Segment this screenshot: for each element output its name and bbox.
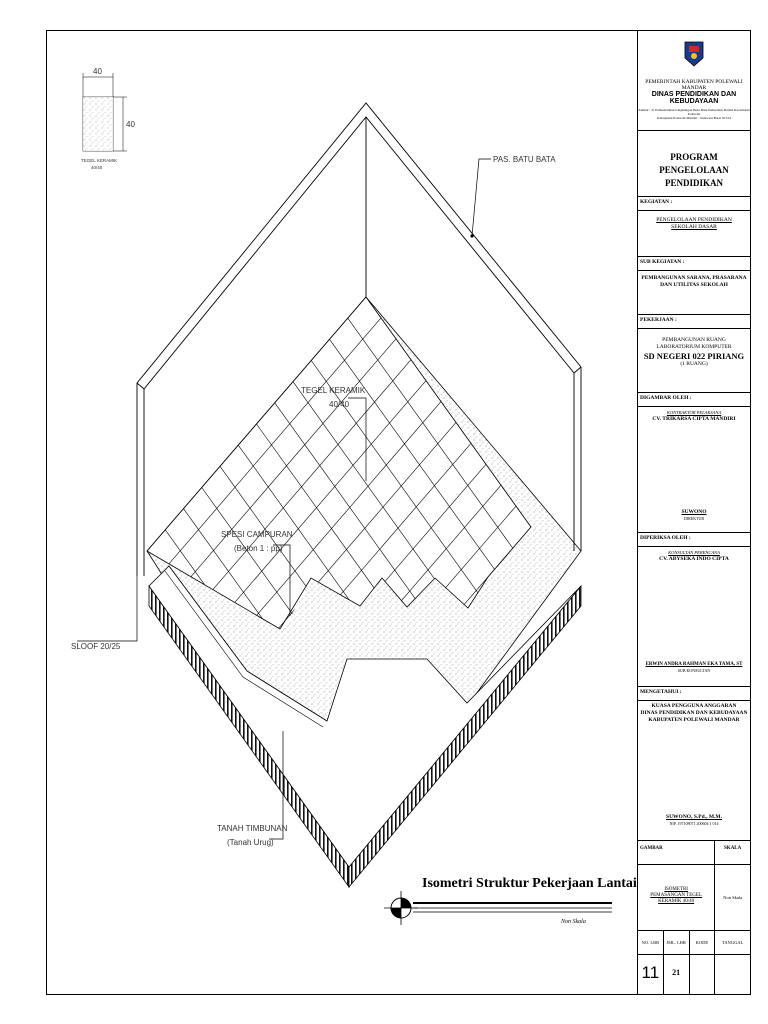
pekerjaan-line2: LABORATORIUM KOMPUTER	[656, 344, 732, 350]
program-title: PROGRAM PENGELOLAAN PENDIDIKAN	[659, 152, 729, 188]
tb-kpa	[638, 701, 750, 841]
tb-pekerjaan	[638, 329, 750, 393]
pekerjaan-line3: SD NEGERI 022 PIRIANG	[643, 351, 745, 361]
kpa-name: SUWONO, S.Pd., M.M.	[666, 814, 722, 820]
label-tile-size: 40/40	[329, 400, 350, 409]
gov-addr1: Alamat : Jl. Pemerintahan Lingkungan Batu Batu Kelurahan Darma Kecamatan Polewali	[638, 108, 750, 116]
direktur-name: SUWONO	[681, 509, 707, 515]
tb-sheet-header	[638, 931, 750, 955]
label-fill: TANAH TIMBUNAN	[217, 824, 288, 833]
kpa-line3: KABUPATEN POLEWALI MANDAR	[648, 717, 740, 723]
digambar-label: DIGAMBAR OLEH :	[640, 395, 692, 401]
pekerjaan-line4: (1 RUANG)	[680, 361, 708, 367]
direktur-title: DIREKTUR	[683, 516, 705, 521]
gambar-line3: KERAMIK 40/40	[658, 899, 695, 904]
kontraktor-role: KONTRAKTOR PELAKSANA	[666, 410, 722, 415]
konsultan-person: ERWIN ANDRA RAHMAN EKA TAMA, ST	[645, 662, 743, 667]
tanggal-value	[715, 955, 750, 994]
jml-lbr-value: 21	[664, 955, 690, 994]
diperiksa-label: DIPERIKSA OLEH :	[640, 535, 691, 541]
konsultan-name-company: CV. ABYSEKA INDO CIPTA	[659, 556, 729, 562]
no-lbr-label: NO. LBR	[638, 931, 664, 954]
konsultan-title: SUB KONSULTAN	[677, 668, 711, 673]
tile-detail-size: 40/40	[91, 165, 103, 170]
tb-sub-kegiatan	[638, 271, 750, 315]
north-symbol	[384, 891, 418, 925]
gov-addr2: Kabupaten Polewali Mandar - Sulawesi Barat 91314	[657, 116, 731, 120]
gov-line2: DINAS PENDIDIKAN DAN KEBUDAYAAN	[651, 91, 737, 105]
tile-dim-top: 40	[93, 67, 102, 76]
sub-kegiatan-value: PEMBANGUNAN SARANA, PRASARANA DAN UTILITAS SEKOLAH	[641, 275, 747, 288]
tanggal-label: TANGGAL	[721, 940, 744, 945]
tb-kontraktor	[638, 407, 750, 533]
gambar-value	[638, 865, 715, 930]
isometric-floor-drawing	[47, 31, 637, 994]
government-emblem	[683, 40, 705, 68]
tb-header	[638, 31, 750, 131]
tile-detail	[81, 67, 135, 170]
label-screed-mix: (Beton 1 : pp)	[234, 544, 283, 553]
kpa-nip: NIP. 197108071 200604 1 014	[669, 821, 719, 826]
gov-line1: PEMERINTAH KABUPATEN POLEWALI MANDAR	[645, 79, 743, 91]
label-screed: SPESI CAMPURAN	[221, 530, 293, 539]
kegiatan-value: PENGELOLAAN PENDIDIKAN SEKOLAH DASAR	[656, 217, 732, 230]
kegiatan-label: KEGIATAN :	[640, 199, 673, 205]
jml-lbr-label: JML. LBR	[664, 931, 690, 954]
gambar-line1: ISOMETRI	[664, 887, 688, 892]
tb-program	[638, 131, 750, 197]
drawing-caption: Isometri Struktur Pekerjaan Lantai	[422, 876, 637, 891]
skala-label: SKALA	[724, 846, 742, 851]
mengetahui-label: MENGETAHUI :	[640, 689, 682, 695]
tb-gambar-header	[638, 841, 750, 865]
tb-gambar-value	[638, 865, 750, 931]
label-tile: TEGEL KERAMIK	[301, 386, 366, 395]
tile-dim-side: 40	[126, 120, 135, 129]
label-wall: PAS. BATU BATA	[493, 155, 556, 164]
kode-label: KODE	[690, 931, 716, 954]
kontraktor-name: CV. TRIKARSA CIPTA MANDIRI	[652, 416, 736, 422]
konsultan-role: KONSULTAN PERENCANA	[668, 550, 720, 555]
drawing-scale: Non Skala	[561, 919, 586, 925]
tb-mengetahui-label-row	[638, 687, 750, 701]
tb-pekerjaan-label-row	[638, 315, 750, 329]
kpa-line2: DINAS PENDIDIKAN DAN KEBUDAYAAN	[640, 710, 748, 716]
pekerjaan-label: PEKERJAAN :	[640, 317, 677, 323]
gambar-line2: PEMASANGAN TEGEL	[650, 893, 703, 898]
kode-value	[690, 955, 716, 994]
kpa-line1: KUASA PENGGUNA ANGGARAN	[651, 703, 737, 709]
gambar-label: GAMBAR	[638, 841, 715, 864]
no-lbr-value: 11	[638, 955, 664, 994]
sub-kegiatan-label: SUB KEGIATAN :	[640, 259, 685, 265]
tb-diperiksa-label-row	[638, 533, 750, 547]
tb-kegiatan-label-row	[638, 197, 750, 211]
pekerjaan-line1: PEMBANGUNAN RUANG	[662, 337, 726, 343]
tb-kegiatan	[638, 211, 750, 257]
tb-digambar-label-row	[638, 393, 750, 407]
skala-value: Non Skala	[723, 895, 743, 900]
tb-konsultan	[638, 547, 750, 687]
label-fill-sub: (Tanah Urug)	[227, 838, 274, 847]
tb-sub-kegiatan-label-row	[638, 257, 750, 271]
title-block	[637, 31, 750, 994]
tb-sheet-values	[638, 955, 750, 994]
drawing-sheet	[46, 30, 751, 995]
label-sloof: SLOOF 20/25	[71, 642, 121, 651]
tile-detail-name: TEGEL KERAMIK	[81, 158, 118, 163]
